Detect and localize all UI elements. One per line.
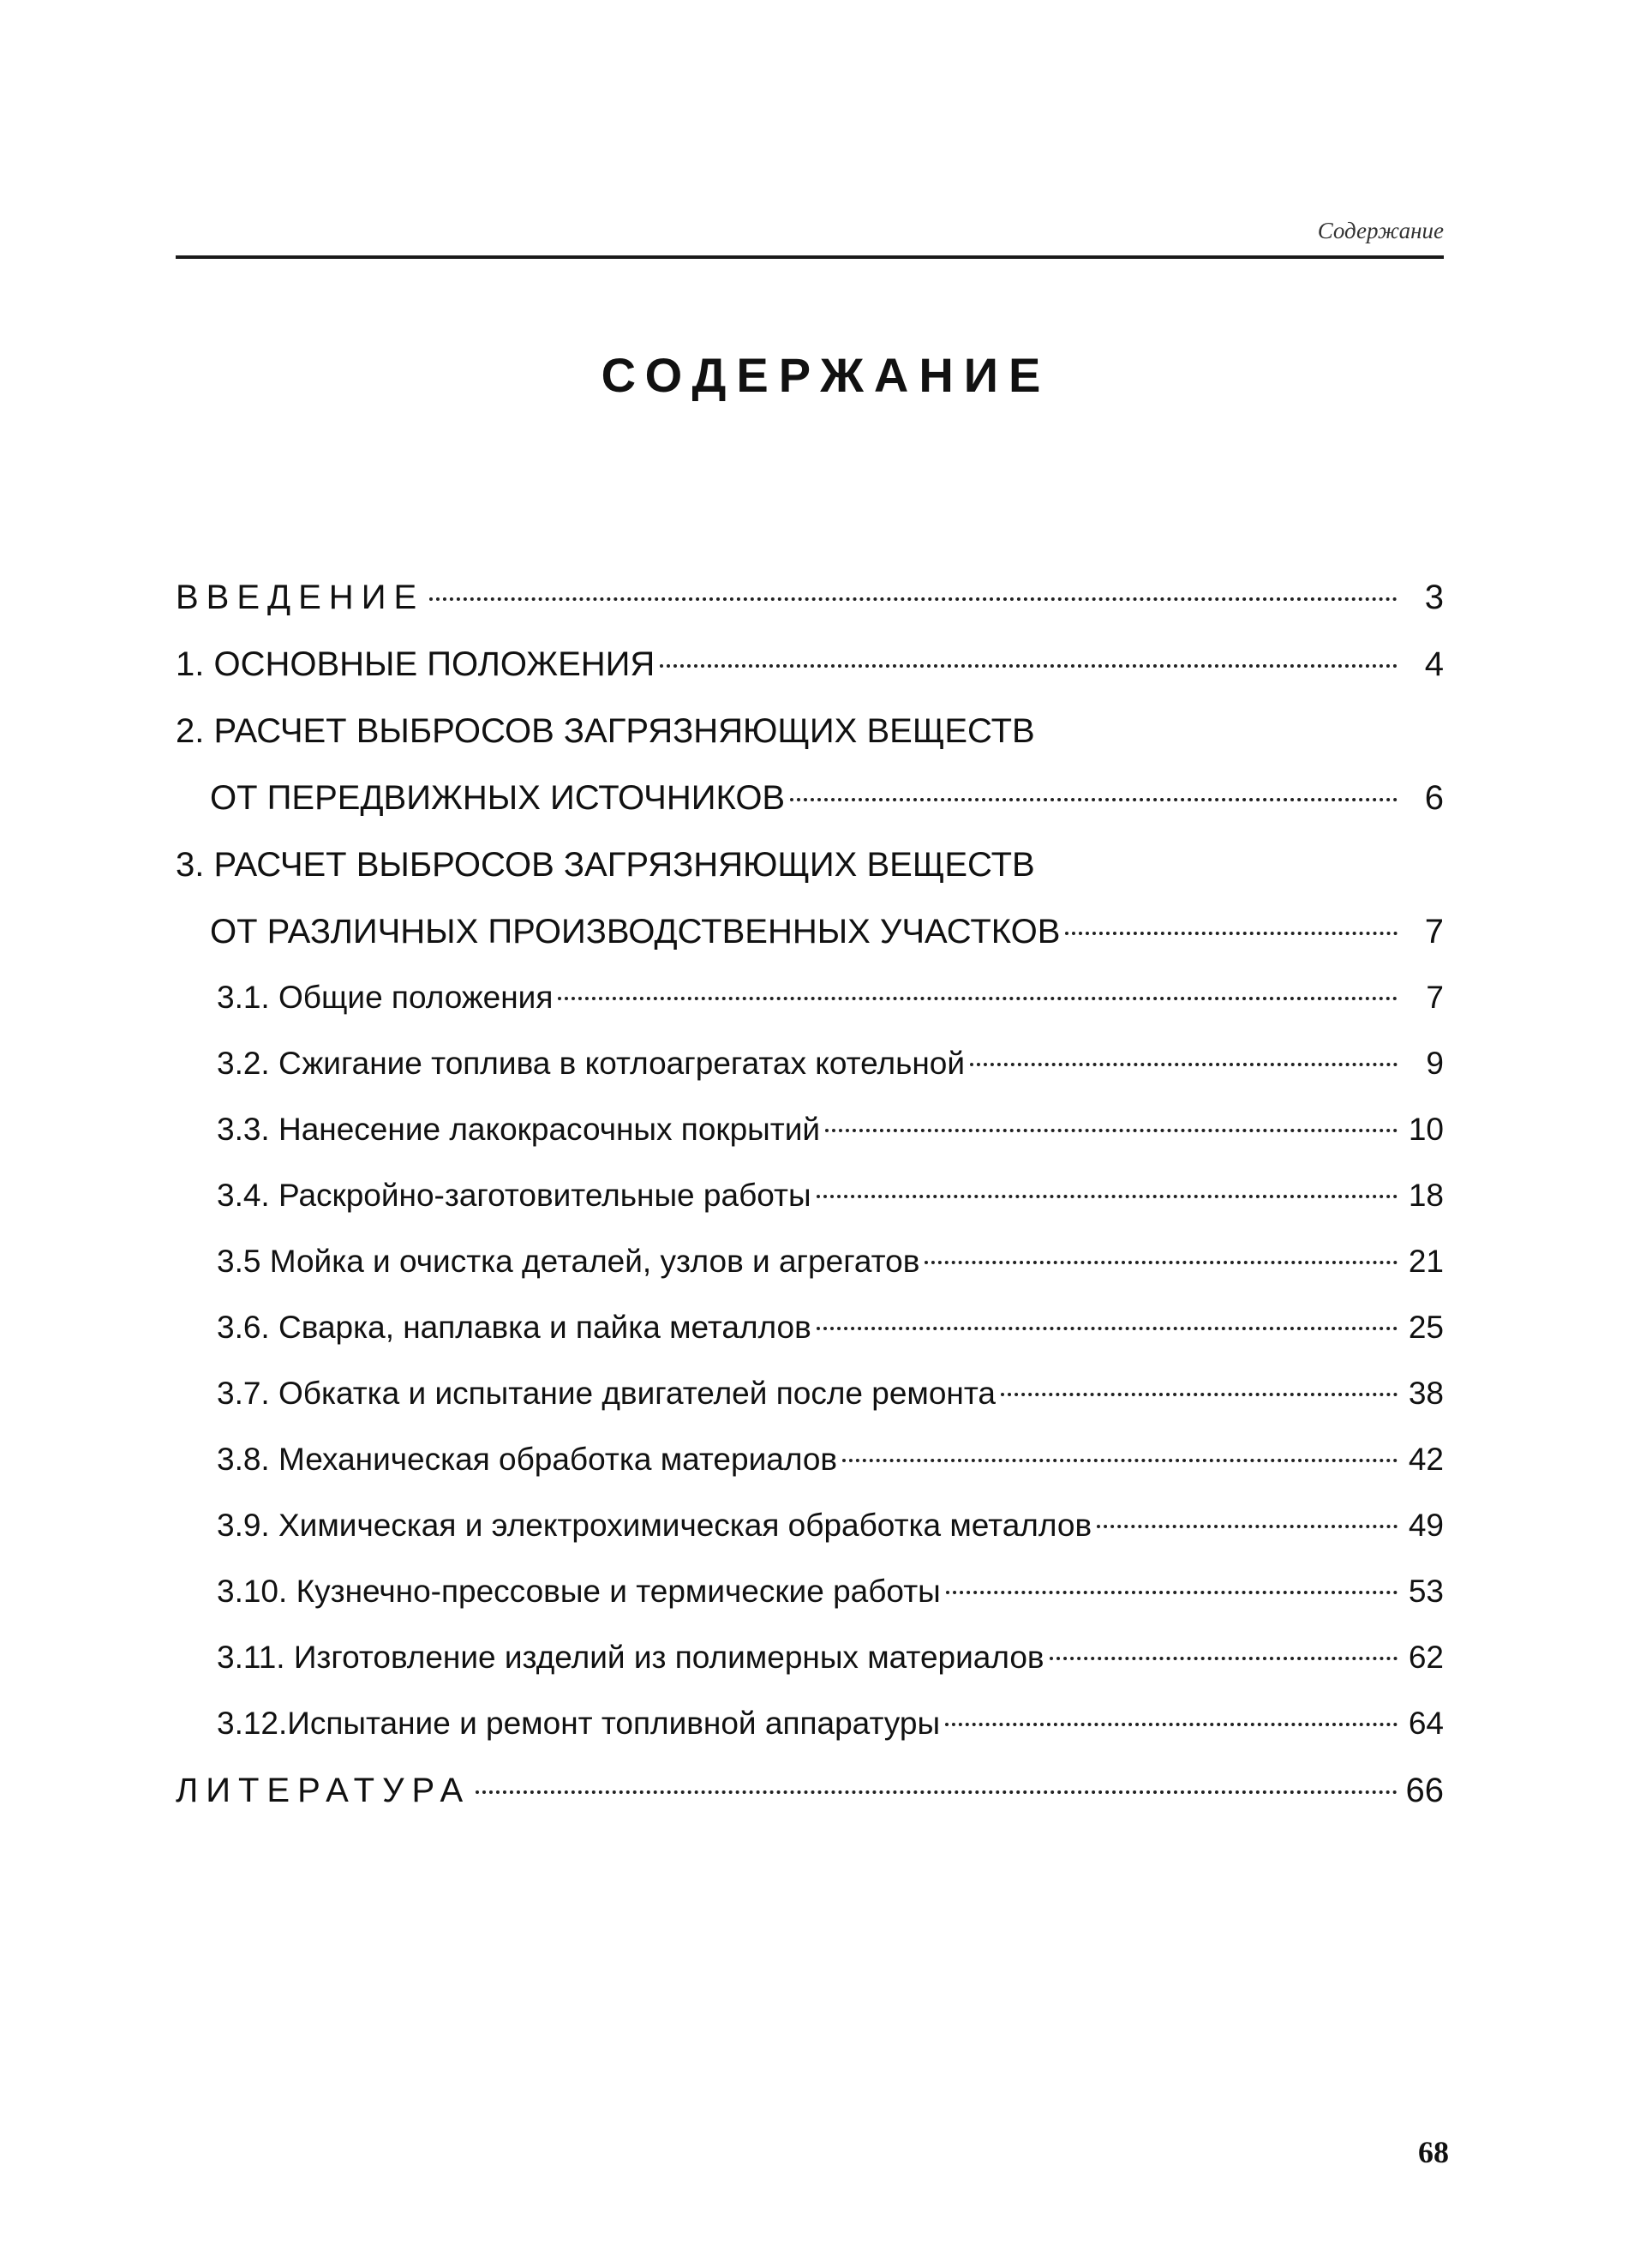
toc-entry-page: 38 — [1408, 1376, 1444, 1411]
toc-entry-introduction[interactable] — [176, 579, 1444, 645]
toc-dot-leader — [1097, 1525, 1398, 1528]
header-rule — [176, 255, 1444, 259]
toc-entry-page: 21 — [1408, 1244, 1444, 1279]
toc-entry-3-10[interactable] — [176, 1574, 1444, 1640]
toc-entry-section-2[interactable] — [176, 779, 1444, 846]
toc-entry-page: 7 — [1426, 980, 1444, 1015]
toc-dot-leader — [925, 1261, 1398, 1264]
toc-entry-label: 3.11. Изготовление изделий из полимерных материалов — [217, 1640, 1044, 1675]
toc-entry-label: ВВЕДЕНИЕ — [176, 579, 425, 616]
toc-entry-3-12[interactable] — [176, 1706, 1444, 1772]
toc-dot-leader — [817, 1195, 1398, 1198]
toc-entry-3-9[interactable] — [176, 1508, 1444, 1574]
toc-entry-label: ЛИТЕРАТУРА — [176, 1772, 471, 1809]
toc-entry-page: 10 — [1408, 1112, 1444, 1147]
toc-dot-leader — [945, 1723, 1398, 1726]
toc-dot-leader — [970, 1063, 1398, 1066]
toc-entry-label: 3.10. Кузнечно-прессовые и термические работы — [217, 1574, 941, 1609]
toc-entry-label: 3.3. Нанесение лакокрасочных покрытий — [217, 1112, 821, 1147]
toc-dot-leader — [660, 664, 1398, 668]
toc-entry-page: 62 — [1408, 1640, 1444, 1675]
toc-entry-page: 42 — [1408, 1442, 1444, 1477]
toc-dot-leader — [1050, 1657, 1398, 1660]
toc-entry-3-11[interactable] — [176, 1640, 1444, 1706]
toc-entry-page: 49 — [1408, 1508, 1444, 1543]
toc-entry-3-1[interactable] — [176, 980, 1444, 1046]
toc-entry-page: 64 — [1408, 1706, 1444, 1741]
toc-entry-section-3-heading — [176, 846, 1444, 913]
toc-entry-label: ОТ РАЗЛИЧНЫХ ПРОИЗВОДСТВЕННЫХ УЧАСТКОВ — [210, 913, 1061, 951]
toc-entry-label: 3.4. Раскройно-заготовительные работы — [217, 1178, 811, 1213]
toc-entry-label: 3.8. Механическая обработка материалов — [217, 1442, 838, 1477]
toc-dot-leader — [790, 798, 1398, 801]
toc-entry-3-5[interactable] — [176, 1244, 1444, 1310]
toc-entry-page: 25 — [1408, 1310, 1444, 1345]
toc-entry-references[interactable] — [176, 1772, 1444, 1838]
toc-entry-label: 3.7. Обкатка и испытание двигателей после ремонта — [217, 1376, 996, 1411]
toc-entry-3-2[interactable] — [176, 1046, 1444, 1112]
page-number: 68 — [1418, 2135, 1449, 2169]
toc-entry-section-2-heading — [176, 712, 1444, 779]
toc-dot-leader — [946, 1591, 1398, 1594]
toc-entry-3-7[interactable] — [176, 1376, 1444, 1442]
toc-entry-3-3[interactable] — [176, 1112, 1444, 1178]
toc-entry-label: 3.2. Сжигание топлива в котлоагрегатах котельной — [217, 1046, 966, 1081]
toc-dot-leader — [842, 1459, 1398, 1462]
toc-entry-label: 3.6. Сварка, наплавка и пайка металлов — [217, 1310, 811, 1345]
toc-entry-label: 3.1. Общие положения — [217, 980, 554, 1015]
toc-entry-page: 3 — [1424, 579, 1444, 616]
toc-entry-page: 4 — [1424, 645, 1444, 683]
table-of-contents — [176, 579, 1444, 1838]
toc-entry-label: 3.9. Химическая и электрохимическая обработка металлов — [217, 1508, 1092, 1543]
toc-entry-3-4[interactable] — [176, 1178, 1444, 1244]
toc-dot-leader — [825, 1129, 1398, 1132]
toc-entry-label: 3. РАСЧЕТ ВЫБРОСОВ ЗАГРЯЗНЯЮЩИХ ВЕЩЕСТВ — [176, 846, 1035, 884]
toc-entry-label: 1. ОСНОВНЫЕ ПОЛОЖЕНИЯ — [176, 645, 655, 683]
toc-entry-page: 6 — [1424, 779, 1444, 817]
toc-entry-page: 53 — [1408, 1574, 1444, 1609]
toc-entry-page: 18 — [1408, 1178, 1444, 1213]
toc-entry-section-3[interactable] — [176, 913, 1444, 980]
toc-entry-section-1[interactable] — [176, 645, 1444, 712]
toc-dot-leader — [1001, 1393, 1398, 1396]
toc-entry-label: 3.5 Мойка и очистка деталей, узлов и агрегатов — [217, 1244, 920, 1279]
toc-dot-leader — [429, 597, 1398, 601]
page-title: СОДЕРЖАНИЕ — [601, 348, 1051, 402]
toc-dot-leader — [817, 1327, 1398, 1330]
toc-entry-3-6[interactable] — [176, 1310, 1444, 1376]
toc-entry-label: 3.12.Испытание и ремонт топливной аппаратуры — [217, 1706, 941, 1741]
toc-entry-label: 2. РАСЧЕТ ВЫБРОСОВ ЗАГРЯЗНЯЮЩИХ ВЕЩЕСТВ — [176, 712, 1035, 750]
toc-entry-3-8[interactable] — [176, 1442, 1444, 1508]
toc-dot-leader — [1065, 932, 1398, 935]
toc-entry-page: 9 — [1426, 1046, 1444, 1081]
toc-dot-leader — [476, 1790, 1398, 1794]
toc-entry-label: ОТ ПЕРЕДВИЖНЫХ ИСТОЧНИКОВ — [210, 779, 786, 817]
toc-entry-page: 66 — [1405, 1772, 1444, 1809]
toc-entry-page: 7 — [1424, 913, 1444, 951]
toc-dot-leader — [558, 997, 1398, 1000]
running-head-text: Содержание — [1317, 218, 1444, 243]
running-head — [176, 214, 1444, 259]
